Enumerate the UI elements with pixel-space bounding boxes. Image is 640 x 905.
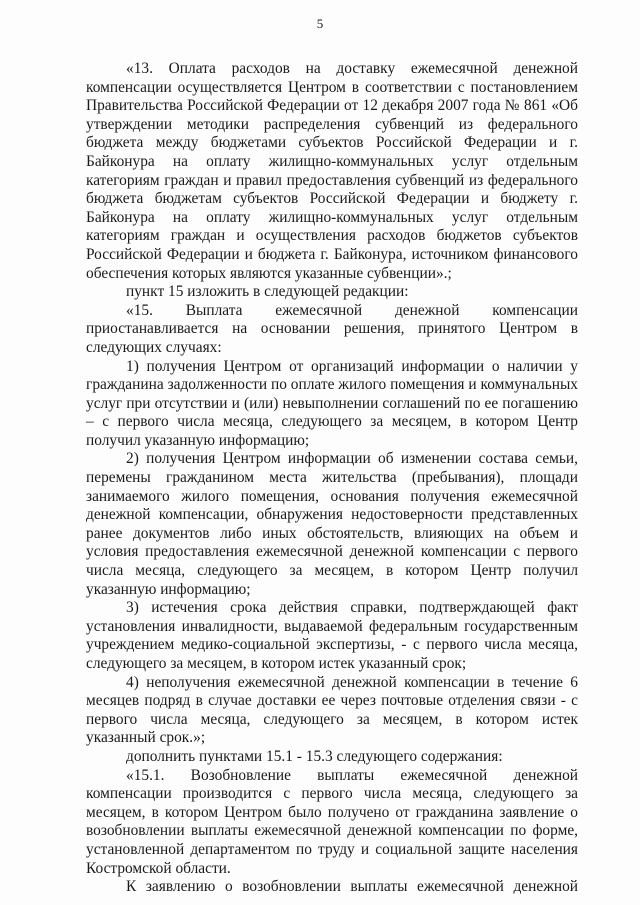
paragraph-subitem-1: 1) получения Центром от организаций информации о наличии у гражданина задолженности по оплате жилого помещения и коммунальных услуг при отсутствии и (или) невыполнении соглашений по ее погашению – с первого числа месяца, следующего за месяцем, в котором Центр получил указанную информацию; — [86, 357, 578, 449]
paragraph-item-13: «13. Оплата расходов на доставку ежемесячной денежной компенсации осуществляется Центром в соответствии с постановлением Правительства Российской Федерации от 12 декабря 2007 года № 861 «Об утверждении методики распределения субвенций из федерального бюджета между бюджетами субъектов Российской Федерации и г. Байконура на оплату жилищно-коммунальных услуг отдельным категориям граждан и правил предоставления субвенций из федерального бюджета бюджетам субъектов Российской Федерации и бюджету г. Байконура на оплату жилищно-коммунальных услуг отдельным категориям граждан и осуществления расходов бюджетов субъектов Российской Федерации и бюджета г. Байконура, источником финансового обеспечения которых являются указанные субвенции».; — [86, 60, 578, 282]
paragraph-subitem-4: 4) неполучения ежемесячной денежной компенсации в течение 6 месяцев подряд в случае доставки ее через почтовые отделения связи - с первого числа месяца, следующего за месяцем, в котором истек указанный срок.»; — [86, 673, 578, 747]
paragraph-item-15: «15. Выплата ежемесячной денежной компенсации приостанавливается на основании решения, принятого Центром в следующих случаях: — [86, 301, 578, 356]
paragraph-amend-items-15-1-15-3: дополнить пунктами 15.1 - 15.3 следующего содержания: — [126, 747, 503, 765]
paragraph-item-15-1: «15.1. Возобновление выплаты ежемесячной денежной компенсации производится с первого числа месяца, следующего за месяцем, в котором Центром было получено от гражданина заявление о возобновлении выплаты ежемесячной денежной компенсации по форме, установленной департаментом по труду и социальной защите населения Костромской области. — [86, 766, 578, 877]
document-body — [86, 60, 578, 897]
page-number: 5 — [316, 16, 324, 31]
paragraph-subitem-2: 2) получения Центром информации об изменении состава семьи, перемены гражданином места жительства (пребывания), площади занимаемого жилого помещения, основания получения ежемесячной денежной компенсации, обнаружения недостоверности представленных ранее документов либо иных обстоятельств, влияющих на объем и условия предоставления ежемесячной денежной компенсации с первого числа месяца, следующего за месяцем, в котором Центр получил указанную информацию; — [86, 450, 578, 598]
paragraph-application: К заявлению о возобновлении выплаты ежемесячной денежной — [126, 878, 578, 896]
paragraph-amend-item-15: пункт 15 изложить в следующей редакции: — [126, 283, 409, 301]
paragraph-subitem-3: 3) истечения срока действия справки, подтверждающей факт установления инвалидности, выдаваемой федеральным государственным учреждением медико-социальной экспертизы, - с первого числа месяца, следующего за месяцем, в котором истек указанный срок; — [86, 599, 578, 672]
